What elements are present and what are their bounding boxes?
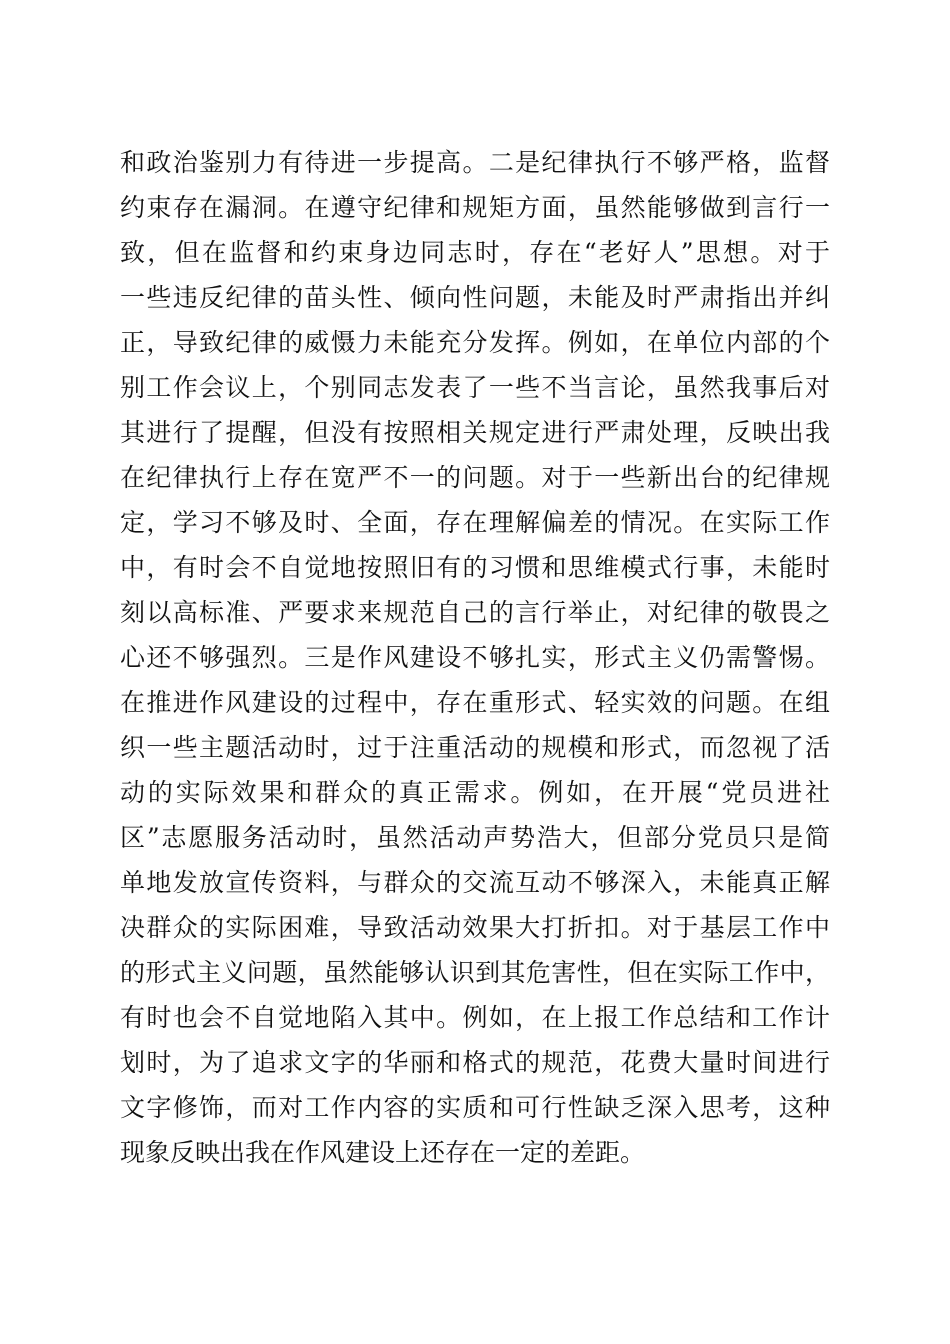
text-line: 正，导致纪律的威慑力未能充分发挥。例如，在单位内部的个	[120, 328, 830, 357]
text-line: 一些违反纪律的苗头性、倾向性问题，未能及时严肃指出并纠	[120, 283, 830, 312]
body-paragraph	[120, 140, 830, 1175]
text-line: 的形式主义问题，虽然能够认识到其危害性，但在实际工作中，	[120, 958, 830, 987]
text-line: 致，但在监督和约束身边同志时，存在“老好人”思想。对于	[120, 238, 830, 267]
text-line: 织一些主题活动时，过于注重活动的规模和形式，而忽视了活	[120, 733, 830, 762]
text-line: 别工作会议上，个别同志发表了一些不当言论，虽然我事后对	[120, 373, 830, 402]
text-line: 决群众的实际困难，导致活动效果大打折扣。对于基层工作中	[120, 913, 830, 942]
text-line: 动的实际效果和群众的真正需求。例如，在开展“党员进社	[120, 778, 830, 807]
text-line: 在推进作风建设的过程中，存在重形式、轻实效的问题。在组	[120, 688, 830, 717]
text-line: 现象反映出我在作风建设上还存在一定的差距。	[120, 1138, 646, 1167]
text-line: 在纪律执行上存在宽严不一的问题。对于一些新出台的纪律规	[120, 463, 830, 492]
text-line: 约束存在漏洞。在遵守纪律和规矩方面，虽然能够做到言行一	[120, 193, 830, 222]
text-line: 文字修饰，而对工作内容的实质和可行性缺乏深入思考，这种	[120, 1093, 830, 1122]
text-line: 和政治鉴别力有待进一步提高。二是纪律执行不够严格，监督	[120, 148, 830, 177]
text-line: 单地发放宣传资料，与群众的交流互动不够深入，未能真正解	[120, 868, 830, 897]
text-line: 有时也会不自觉地陷入其中。例如，在上报工作总结和工作计	[120, 1003, 830, 1032]
text-line: 刻以高标准、严要求来规范自己的言行举止，对纪律的敬畏之	[120, 598, 830, 627]
text-line: 其进行了提醒，但没有按照相关规定进行严肃处理，反映出我	[120, 418, 830, 447]
text-line: 划时，为了追求文字的华丽和格式的规范，花费大量时间进行	[120, 1048, 830, 1077]
text-line: 心还不够强烈。三是作风建设不够扎实，形式主义仍需警惕。	[120, 643, 830, 672]
text-line: 中，有时会不自觉地按照旧有的习惯和思维模式行事，未能时	[120, 553, 830, 582]
text-line: 区”志愿服务活动时，虽然活动声势浩大，但部分党员只是简	[120, 823, 830, 852]
text-line: 定，学习不够及时、全面，存在理解偏差的情况。在实际工作	[120, 508, 830, 537]
